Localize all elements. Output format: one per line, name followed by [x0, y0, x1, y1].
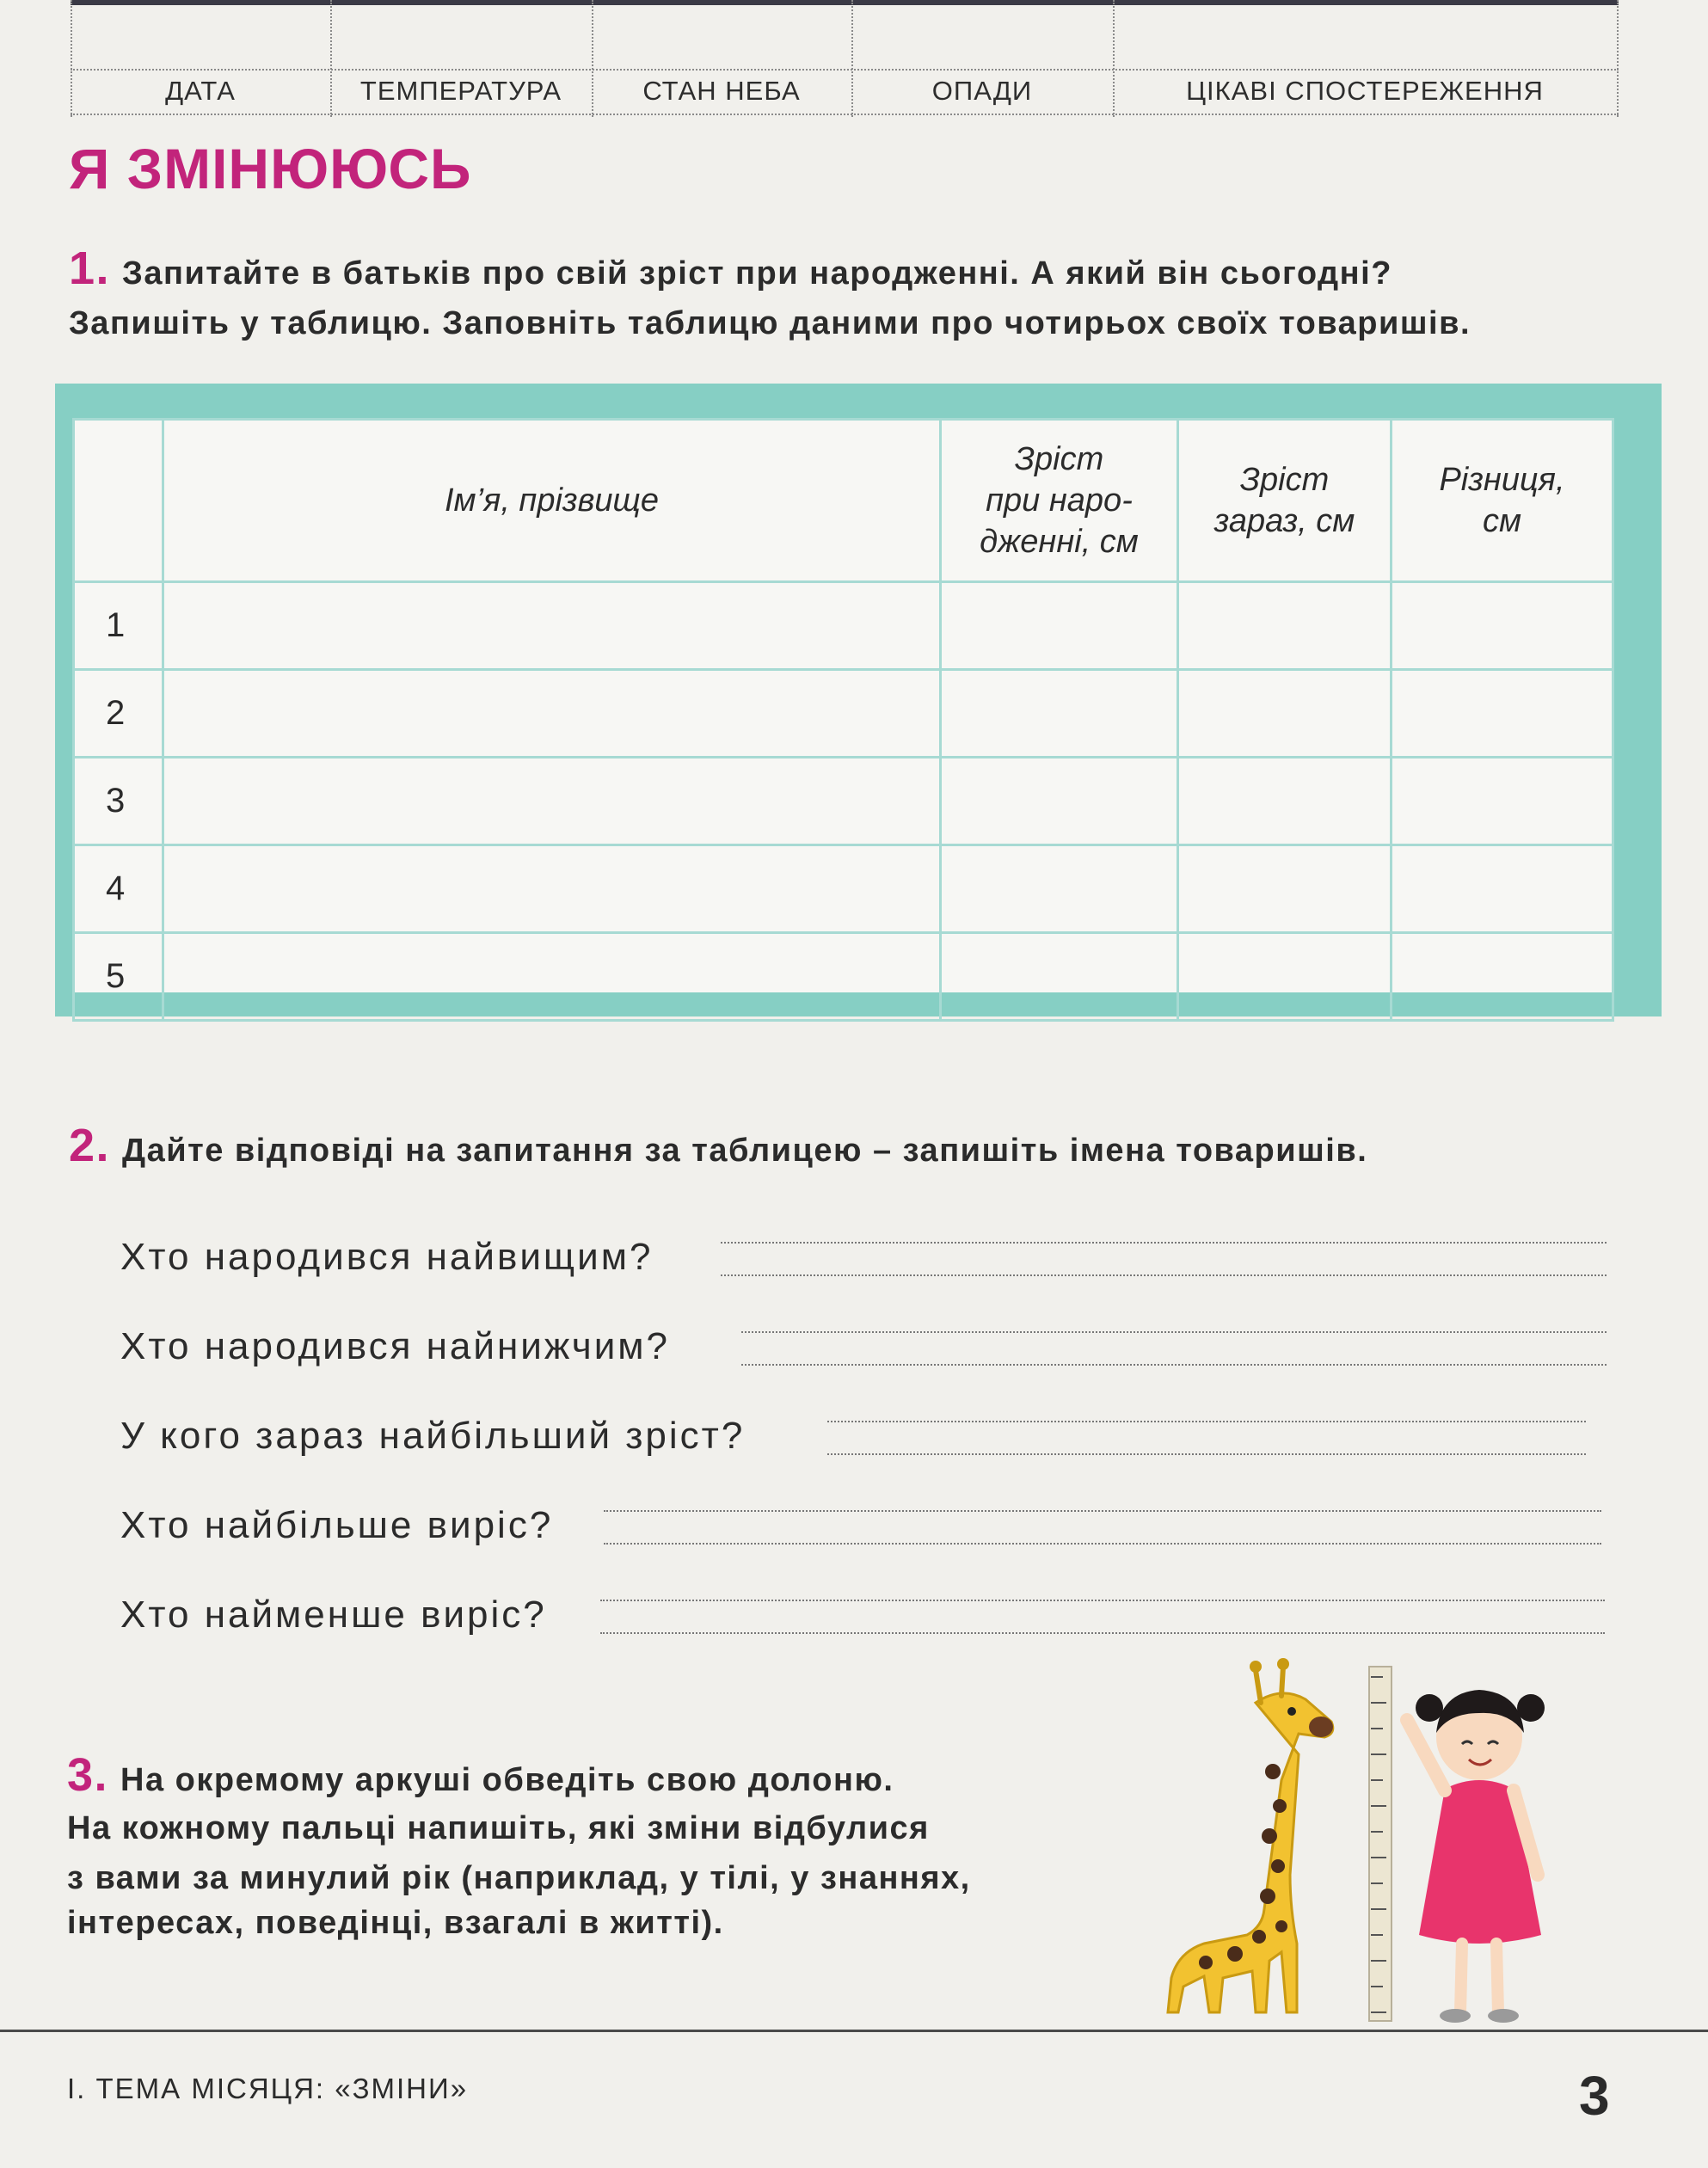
table-row: [74, 582, 1613, 670]
difference-cell[interactable]: [1392, 933, 1613, 1021]
weather-table-header: [71, 0, 1619, 117]
birth-height-cell[interactable]: [941, 845, 1178, 933]
current-height-cell[interactable]: [1178, 845, 1392, 933]
answer-line-5[interactable]: [600, 1600, 1605, 1634]
task-3-line-3: з вами за минулий рік (наприклад, у тілі, у знаннях,: [67, 1860, 971, 1896]
difference-cell[interactable]: [1392, 758, 1613, 845]
task-3-line-2: На кожному пальці напишіть, які зміни відбулися: [67, 1810, 930, 1846]
header-height-now: [1178, 420, 1392, 582]
weather-col-temperature: ТЕМПЕРАТУРА: [359, 76, 562, 106]
row-number: 2: [74, 670, 163, 758]
name-cell[interactable]: [163, 670, 941, 758]
table-top-border: [71, 0, 1619, 5]
task-3-line-4: інтересах, поведінці, взагалі в житті).: [67, 1905, 724, 1941]
name-cell[interactable]: [163, 582, 941, 670]
difference-cell[interactable]: [1392, 582, 1613, 670]
task-number: 3.: [67, 1749, 109, 1801]
row-number: 3: [74, 758, 163, 845]
row-number: 1: [74, 582, 163, 670]
header-line: Зріст: [1239, 462, 1330, 498]
task-1-text-cont: [69, 299, 1471, 347]
answer-line-2[interactable]: [741, 1331, 1607, 1366]
difference-cell[interactable]: [1392, 845, 1613, 933]
name-cell[interactable]: [163, 845, 941, 933]
row-divider: [71, 114, 1619, 115]
header-difference: [1392, 420, 1613, 582]
column-divider: [1617, 0, 1619, 117]
name-cell[interactable]: [163, 758, 941, 845]
weather-col-sky: СТАН НЕБА: [642, 76, 801, 106]
header-line: дженні, см: [980, 524, 1139, 560]
header-line: Зріст: [1014, 441, 1104, 477]
height-table: [72, 418, 1614, 1022]
page-number: 3: [1579, 2065, 1610, 2127]
task-3-line-1: На окремому аркуші обведіть свою долоню.: [120, 1762, 894, 1798]
height-measuring-illustration: [1152, 1651, 1617, 2030]
weather-col-observations: ЦІКАВІ СПОСТЕРЕЖЕННЯ: [1186, 76, 1544, 106]
difference-cell[interactable]: [1392, 670, 1613, 758]
header-height-at-birth: [941, 420, 1178, 582]
question-3: У кого зараз найбільший зріст?: [120, 1415, 746, 1457]
footer-rule: [0, 2030, 1708, 2032]
row-number: 5: [74, 933, 163, 1021]
question-4: Хто найбільше виріс?: [120, 1504, 554, 1546]
task-3-line-1-row: [67, 1751, 894, 1804]
row-divider: [71, 69, 1619, 71]
table-row: [74, 845, 1613, 933]
table-row: [74, 670, 1613, 758]
header-line: Різниця,: [1439, 462, 1565, 498]
task-1-line-1: Запитайте в батьків про свій зріст при народженні. А який він сьогодні?: [122, 255, 1392, 292]
current-height-cell[interactable]: [1178, 670, 1392, 758]
question-1: Хто народився найвищим?: [120, 1236, 654, 1278]
section-title: Я ЗМІНЮЮСЬ: [69, 137, 472, 200]
footer-theme: І. ТЕМА МІСЯЦЯ: «ЗМІНИ»: [67, 2073, 469, 2104]
table-header-row: [74, 420, 1613, 582]
table-row: [74, 758, 1613, 845]
girl-icon: [1407, 1690, 1545, 2023]
table-row: [74, 933, 1613, 1021]
birth-height-cell[interactable]: [941, 758, 1178, 845]
task-2-instruction: Дайте відповіді на запитання за таблицею – запишіть імена товаришів.: [122, 1133, 1368, 1169]
weather-col-date: ДАТА: [165, 76, 236, 106]
question-2: Хто народився найнижчим?: [120, 1325, 671, 1367]
current-height-cell[interactable]: [1178, 582, 1392, 670]
header-line: см: [1482, 503, 1522, 539]
current-height-cell[interactable]: [1178, 758, 1392, 845]
birth-height-cell[interactable]: [941, 933, 1178, 1021]
name-cell[interactable]: [163, 933, 941, 1021]
task-1-line-2: Запишіть у таблицю. Заповніть таблицю даними про чотирьох своїх товаришів.: [69, 305, 1471, 341]
task-number: 2.: [69, 1120, 111, 1171]
header-number: [74, 420, 163, 582]
question-5: Хто найменше виріс?: [120, 1594, 547, 1636]
current-height-cell[interactable]: [1178, 933, 1392, 1021]
header-line: при наро-: [986, 482, 1133, 519]
header-name: Ім’я, прізвище: [163, 420, 941, 582]
weather-col-precipitation: ОПАДИ: [931, 76, 1033, 106]
answer-line-3[interactable]: [827, 1421, 1586, 1455]
answer-line-4[interactable]: [604, 1510, 1601, 1545]
giraffe-icon: [1168, 1658, 1333, 2012]
answer-line-1[interactable]: [721, 1242, 1607, 1276]
task-1-text: [69, 244, 1392, 298]
header-line: зараз, см: [1213, 503, 1355, 539]
task-2-text: [69, 1121, 1367, 1175]
birth-height-cell[interactable]: [941, 670, 1178, 758]
task-number: 1.: [69, 243, 111, 294]
birth-height-cell[interactable]: [941, 582, 1178, 670]
height-ruler-icon: [1369, 1667, 1392, 2021]
row-number: 4: [74, 845, 163, 933]
